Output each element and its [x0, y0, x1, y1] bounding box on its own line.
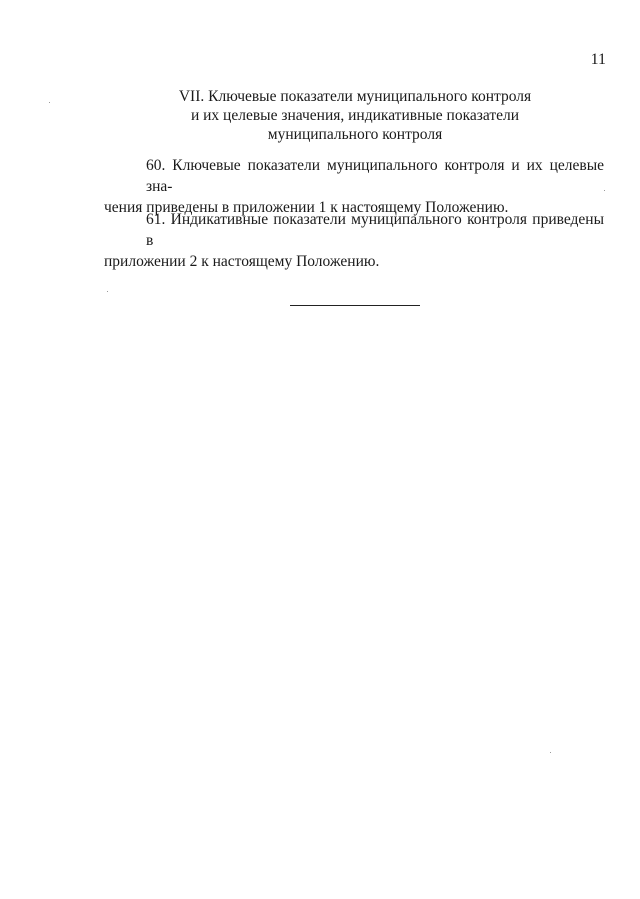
section-heading: [90, 87, 620, 144]
page-number: 11: [590, 51, 606, 68]
paragraph-line: чения приведены в приложении 1 к настоящему Положению.: [104, 199, 509, 216]
scan-speck: [550, 752, 551, 753]
scan-speck: [49, 102, 50, 103]
section-heading-line: муниципального контроля: [267, 126, 443, 143]
scan-speck: [604, 190, 605, 191]
paragraph-line: 61. Индикативные показатели муниципального контроля приведены в: [146, 211, 604, 249]
scan-speck: [107, 291, 108, 292]
section-heading-line: VII. Ключевые показатели муниципального контроля: [178, 88, 532, 105]
paragraph-line: 60. Ключевые показатели муниципального контроля и их целевые зна-: [146, 157, 604, 195]
paragraph-line: приложении 2 к настоящему Положению.: [104, 253, 380, 270]
paragraph-61: [104, 209, 604, 272]
document-end-rule: [290, 305, 420, 306]
section-heading-line: и их целевые значения, индикативные показатели: [190, 107, 520, 124]
